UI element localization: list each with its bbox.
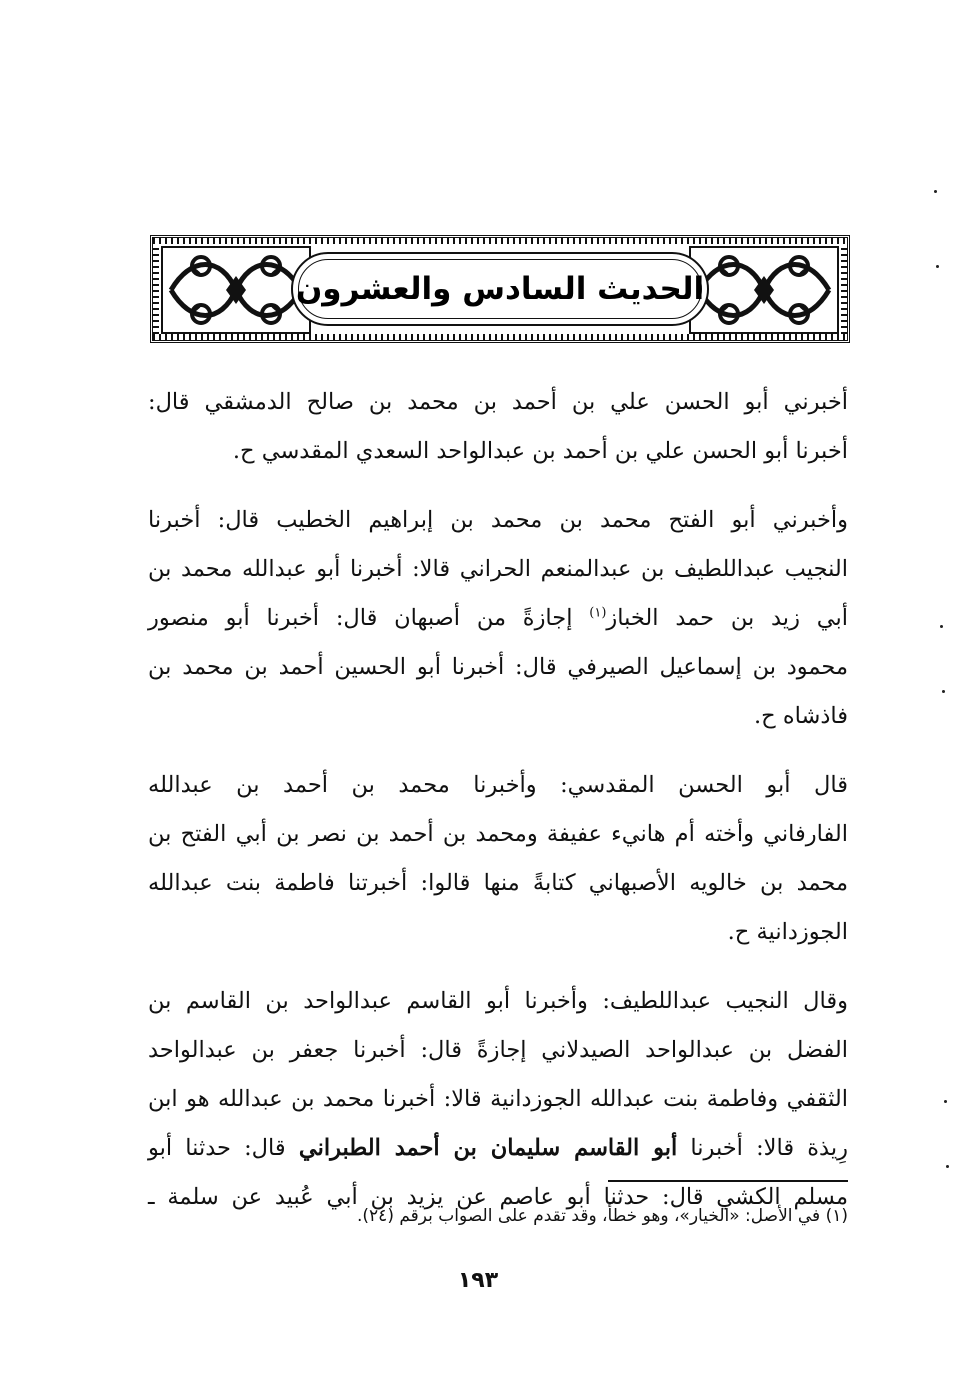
- paragraph-3: [148, 761, 848, 957]
- scan-speck: [946, 1165, 949, 1168]
- text-line: أخبرني أبو الحسن علي بن أحمد بن محمد بن صالح الدمشقي قال:: [148, 389, 848, 415]
- text-line: محمود بن إسماعيل الصيرفي قال: أخبرنا أبو الحسين أحمد بن محمد بن: [148, 654, 848, 680]
- chapter-header-frame: [150, 235, 850, 343]
- scan-speck: [940, 625, 943, 628]
- arabesque-ornament-left: [161, 246, 311, 334]
- text-line: الفارفاني وأخته أم هانيء عفيفة ومحمد بن أحمد بن نصر بن أبي الفتح بن: [148, 821, 848, 847]
- footnote-marker[interactable]: (١): [589, 605, 607, 621]
- scan-speck: [942, 690, 945, 693]
- title-cartouche: [291, 252, 709, 326]
- page-number: ١٩٣: [457, 1268, 499, 1293]
- body-text: [148, 378, 848, 1242]
- paragraph-1: [148, 378, 848, 476]
- footnote: (١) في الأصل: «الخيار»، وهو خطأ، وقد تقدم على الصواب برقم (٢٤).: [357, 1206, 848, 1226]
- text-segment: إجازةً من أصبهان قال: أخبرنا أبو منصور: [148, 605, 573, 631]
- text-line: الجوزدانية ح.: [727, 919, 848, 945]
- text-line: مسلم الكشي قال: حدثنا أبو عاصم عن يزيد بن أبي عُبيد عن سلمة ـ: [148, 1184, 848, 1210]
- text-line: أخبرنا أبو الحسن علي بن أحمد بن عبدالواحد السعدي المقدسي ح.: [232, 438, 848, 464]
- text-segment: أبي زيد بن حمد الخباز: [606, 605, 848, 631]
- text-line: محمد بن خالويه الأصبهاني كتابةً منها قالوا: أخبرتنا فاطمة بنت عبدالله: [148, 870, 848, 896]
- text-line-with-bold: [148, 1124, 848, 1173]
- text-line: الثقفي وفاطمة بنت عبدالله الجوزدانية قالا: أخبرنا محمد بن عبدالله هو ابن: [148, 1086, 848, 1112]
- footnote-separator: [608, 1180, 848, 1182]
- text-line: النجيب عبداللطيف بن عبدالمنعم الحراني قالا: أخبرنا أبو عبدالله محمد بن: [148, 556, 848, 582]
- text-line: فاذشاه ح.: [754, 703, 848, 729]
- text-line: الفضل بن عبدالواحد الصيدلاني إجازةً قال: أخبرنا جعفر بن عبدالواحد: [148, 1037, 848, 1063]
- text-line: وقال النجيب عبداللطيف: وأخبرنا أبو القاسم عبدالواحد بن القاسم بن: [148, 988, 848, 1014]
- bold-narrator-name: أبو القاسم سليمان بن أحمد الطبراني: [298, 1135, 678, 1161]
- paragraph-4: [148, 977, 848, 1222]
- scan-speck: [936, 265, 939, 268]
- arabesque-ornament-right: [689, 246, 839, 334]
- paragraph-2: [148, 496, 848, 741]
- scan-speck: [944, 1100, 947, 1103]
- text-line: قال أبو الحسن المقدسي: وأخبرنا محمد بن أحمد بن عبدالله: [148, 772, 848, 798]
- scan-speck: [934, 190, 937, 193]
- text-line-with-footnote: [148, 594, 848, 643]
- text-segment: قال: حدثنا أبو: [148, 1135, 286, 1161]
- text-segment: رِيذة قالا: أخبرنا: [690, 1135, 848, 1161]
- chapter-title: الحديث السادس والعشرون: [295, 271, 705, 307]
- text-line: وأخبرني أبو الفتح محمد بن محمد بن إبراهيم الخطيب قال: أخبرنا: [148, 507, 848, 533]
